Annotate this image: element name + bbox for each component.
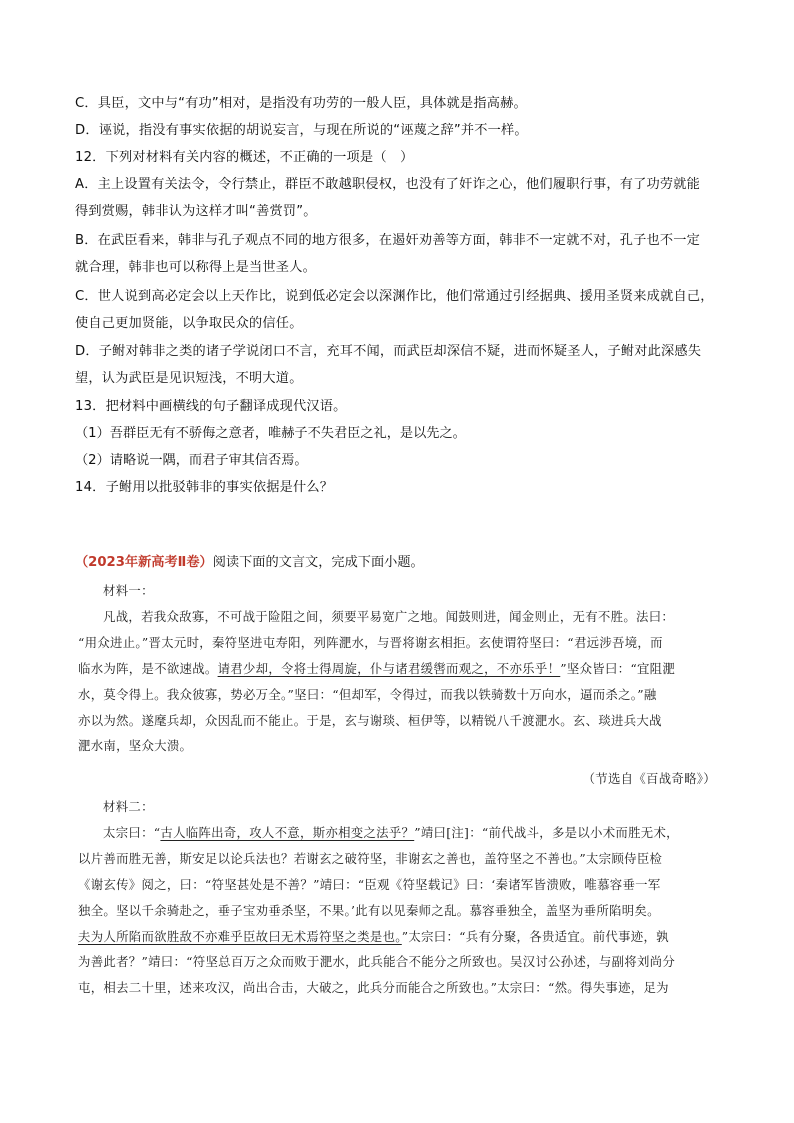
material-2 [78, 794, 718, 1001]
q12-option-d-line2: 望，认为武臣是见识短浅，不明大道。 [75, 370, 303, 386]
material-1-line: 淝水南，坚众大溃。 [78, 738, 193, 754]
q14-stem: 14．子鲋用以批驳韩非的事实依据是什么？ [75, 480, 334, 495]
material-1-line: 凡战，若我众敌寡，不可战于险阻之间，须要平易宽广之地。闻鼓则进，闻金则止，无有不胜。法曰： [103, 608, 675, 624]
q11-option-c: C．具臣，文中与“有功”相对，是指没有功劳的一般人臣，具体就是指高赫。 [75, 96, 527, 111]
q12-option-a-line1: A．主上设置有关法令，令行禁止，群臣不敢越职侵权，也没有了奸诈之心，他们履职行事，有了功劳就能 [75, 177, 701, 192]
material-1-line: “用众进止。”晋太元时，秦符坚进屯寿阳，列阵淝水，与晋将谢玄相拒。玄使谓符坚曰：“君远涉吾境，而 [78, 634, 663, 650]
material-1 [78, 578, 718, 759]
source-instruction: 阅读下面的文言文，完成下面小题。 [212, 555, 424, 570]
material-2-line: 独全。坚以千余骑赴之，垂子宝劝垂杀坚，不果。’此有以见秦师之乱。慕容垂独全，盖坚为垂所陷明矣。 [78, 902, 660, 918]
material-1-text: 临水为阵，是不欲速战。 [78, 660, 218, 676]
material-2-label: 材料二： [103, 799, 154, 814]
q12-option-b-line2: 就合理，韩非也可以称得上是当世圣人。 [75, 259, 316, 275]
material-2-line [78, 820, 718, 846]
q12-option-d [75, 339, 725, 392]
material-1-label: 材料一： [103, 583, 154, 598]
q12-option-c [75, 284, 725, 337]
q12-option-a [75, 172, 725, 225]
material-1-line [78, 656, 718, 682]
q12-option-c-line2: 使自己更加贤能，以争取民众的信任。 [75, 315, 303, 331]
material-2-line: 为善此者？”靖曰：“符坚总百万之众而败于淝水，此兵能合不能分之所致也。吴汉讨公孙述，与副将刘尚分 [78, 954, 676, 970]
material-2-text: ”太宗曰：“兵有分聚，各贵适宜。前代事迹，孰 [401, 928, 669, 944]
source-tag: （2023年新高考Ⅱ卷） [75, 555, 213, 570]
material-2-text: ”靖曰[注]：“前代战斗，多是以小术而胜无术， [414, 824, 679, 840]
material-2-line: 以片善而胜无善，斯安足以论兵法也？若谢玄之破符坚，非谢玄之善也，盖符坚之不善也。”太宗顾侍臣检 [78, 850, 663, 866]
q12-option-c-line1: C．世人说到高必定会以上天作比，说到低必定会以深渊作比，他们常通过引经据典、援用圣贤来成就自己， [75, 289, 714, 304]
material-2-line [78, 924, 718, 950]
q12-stem: 12．下列对材料有关内容的概述，不正确的一项是（ ） [75, 150, 414, 165]
underlined-sentence: 请君少却，令将士得周旋，仆与诸君缓辔而观之，不亦乐乎！ [217, 660, 561, 676]
q12-option-b-line1: B．在武臣看来，韩非与孔子观点不同的地方很多，在遏奸劝善等方面，韩非不一定就不对，孔子也不一定 [75, 233, 701, 248]
q12-option-a-line2: 得到赏赐，韩非认为这样才叫“善赏罚”。 [75, 203, 317, 219]
q13-sentence-1: （1）吾群臣无有不骄侮之意者，唯赫子不失君臣之礼，是以先之。 [75, 426, 466, 441]
material-1-line: 亦以为然。遂麾兵却，众因乱而不能止。于是，玄与谢琰、桓伊等，以精锐八千渡淝水。玄、琰进兵大战 [78, 712, 662, 728]
underlined-sentence: 夫为人所陷而欲胜敌不亦难乎臣故曰无术焉符坚之类是也。 [78, 928, 402, 944]
material-1-line: 水，莫令得上。我众彼寡，势必万全。”坚曰：“但却军，令得过，而我以铁骑数十万向水，逼而杀之。”融 [78, 686, 657, 702]
underlined-sentence: 古人临阵出奇，攻人不意，斯亦相变之法乎？ [160, 824, 415, 840]
q12-option-b [75, 228, 725, 281]
material-2-line: 屯，相去二十里，述来攻汉，尚出合击，大破之，此兵分而能合之所致也。”太宗曰：“然。得失事迹，足为 [78, 980, 669, 996]
material-1-text: ”坚众皆曰：“宜阻淝 [560, 660, 676, 676]
q12-option-d-line1: D．子鲋对韩非之类的诸子学说闭口不言，充耳不闻，而武臣却深信不疑，进而怀疑圣人，子鲋对此深感失 [75, 344, 702, 359]
q13-stem: 13．把材料中画横线的句子翻译成现代汉语。 [75, 399, 347, 414]
material-1-source-note: （节选自《百战奇略》） [582, 771, 716, 786]
material-2-line: 《谢玄传》阅之，曰：“符坚甚处是不善？”靖曰：“臣观《符坚载记》曰：‘秦诸军皆溃败，唯慕容垂一军 [78, 876, 661, 892]
q13-sentence-2: （2）请略说一隅，而君子审其信否焉。 [75, 453, 308, 468]
material-2-text: 太宗曰：“ [103, 824, 161, 840]
q11-option-d: D．诬说，指没有事实依据的胡说妄言，与现在所说的“诬蔑之辞”并不一样。 [75, 123, 528, 138]
source-line [75, 550, 725, 576]
